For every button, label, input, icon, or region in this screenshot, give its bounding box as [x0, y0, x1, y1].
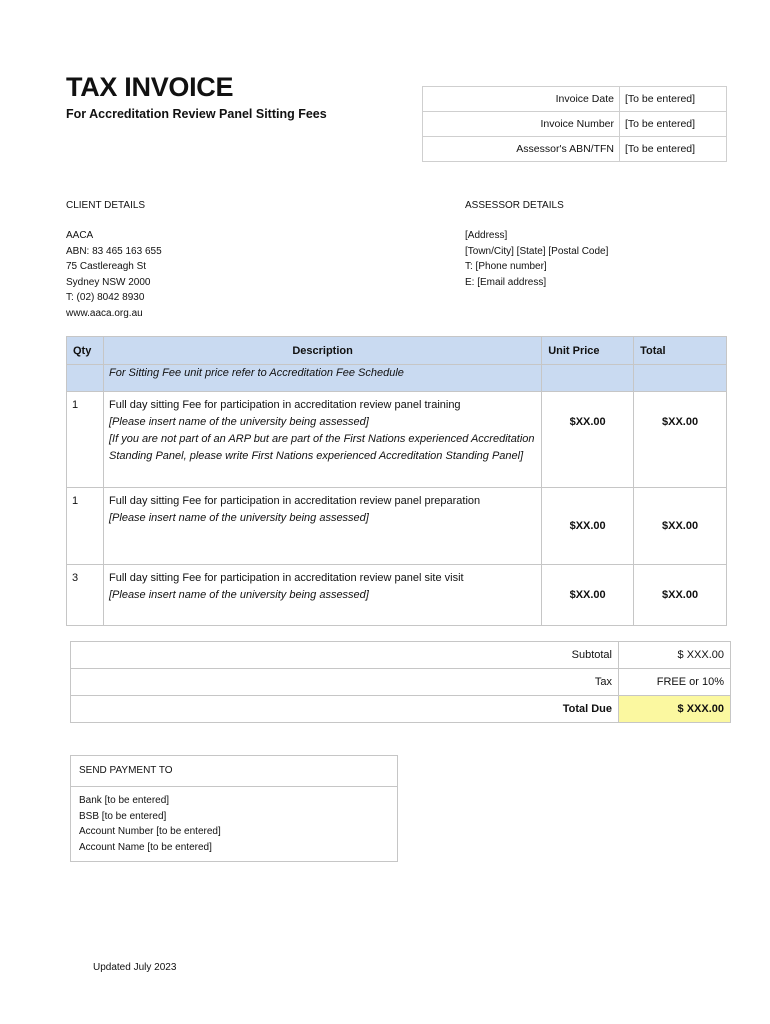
row-qty[interactable]: 1 — [67, 392, 104, 488]
assessor-details-block — [465, 228, 608, 290]
total-due-row — [71, 696, 731, 723]
client-details-heading: CLIENT DETAILS — [66, 200, 146, 211]
row-total[interactable]: $XX.00 — [634, 488, 727, 565]
assessor-address[interactable]: [Address] — [465, 230, 508, 241]
assessor-town[interactable]: [Town/City] [State] [Postal Code] — [465, 245, 609, 257]
client-city: Sydney NSW 2000 — [66, 276, 151, 288]
client-abn: ABN: 83 465 163 655 — [66, 245, 162, 257]
first-nations-note: [If you are not part of an ARP but are part of the First Nations experienced Accreditation Standing Panel, please write First Nations experienced Accreditation Standing Panel] — [108, 433, 535, 462]
total-due-value[interactable]: $ XXX.00 — [619, 696, 731, 723]
invoice-title: TAX INVOICE — [66, 72, 234, 102]
row-qty[interactable]: 1 — [67, 488, 104, 565]
row-unit-price[interactable]: $XX.00 — [542, 565, 634, 626]
tax-label: Tax — [71, 669, 619, 696]
assessor-details-heading: ASSESSOR DETAILS — [465, 200, 564, 211]
line-items-table — [66, 336, 727, 626]
assessor-abn-row — [423, 137, 727, 162]
row-description-text: Full day sitting Fee for participation in accreditation review panel site visit — [108, 572, 464, 584]
assessor-abn-label: Assessor's ABN/TFN — [423, 137, 620, 162]
invoice-number-row — [423, 112, 727, 137]
table-row — [67, 565, 727, 626]
client-street: 75 Castlereagh St — [66, 261, 147, 272]
qty-header: Qty — [67, 337, 104, 365]
account-name-line[interactable]: Account Name [to be entered] — [79, 841, 212, 853]
note-total-cell — [634, 365, 727, 392]
tax-value[interactable]: FREE or 10% — [619, 669, 731, 696]
table-row — [67, 392, 727, 488]
assessor-phone[interactable]: T: [Phone number] — [465, 261, 547, 272]
invoice-number-label: Invoice Number — [423, 112, 620, 137]
bsb-line[interactable]: BSB [to be entered] — [79, 810, 167, 822]
row-description-text: Full day sitting Fee for participation in accreditation review panel training — [108, 399, 461, 411]
assessor-abn-value[interactable]: [To be entered] — [620, 137, 727, 162]
tax-row — [71, 669, 731, 696]
university-placeholder[interactable]: [Please insert name of the university being assessed] — [108, 589, 369, 601]
row-unit-price[interactable]: $XX.00 — [542, 392, 634, 488]
note-qty-cell — [67, 365, 104, 392]
invoice-date-row — [423, 87, 727, 112]
row-description — [103, 565, 541, 626]
table-row — [67, 488, 727, 565]
note-price-cell — [542, 365, 634, 392]
totals-table — [70, 641, 731, 723]
fee-note-row — [67, 365, 727, 392]
subtotal-row — [71, 642, 731, 669]
row-total[interactable]: $XX.00 — [634, 565, 727, 626]
invoice-number-value[interactable]: [To be entered] — [620, 112, 727, 137]
payment-details — [71, 787, 397, 861]
row-total[interactable]: $XX.00 — [634, 392, 727, 488]
total-header: Total — [634, 337, 727, 365]
bank-line[interactable]: Bank [to be entered] — [79, 795, 170, 806]
footer-updated: Updated July 2023 — [93, 962, 177, 973]
assessor-email[interactable]: E: [Email address] — [465, 276, 547, 288]
payment-heading: SEND PAYMENT TO — [71, 756, 397, 787]
total-due-label: Total Due — [71, 696, 619, 723]
payment-box — [70, 755, 398, 862]
client-details-block — [66, 228, 162, 321]
fee-note: For Sitting Fee unit price refer to Accreditation Fee Schedule — [103, 365, 541, 392]
row-description-text: Full day sitting Fee for participation in accreditation review panel preparation — [108, 495, 481, 507]
subtotal-label: Subtotal — [71, 642, 619, 669]
invoice-subtitle: For Accreditation Review Panel Sitting Fees — [66, 107, 327, 121]
unit-price-header: Unit Price — [542, 337, 634, 365]
row-description — [103, 392, 541, 488]
table-header-row — [67, 337, 727, 365]
invoice-date-value[interactable]: [To be entered] — [620, 87, 727, 112]
subtotal-value[interactable]: $ XXX.00 — [619, 642, 731, 669]
row-description — [103, 488, 541, 565]
account-number-line[interactable]: Account Number [to be entered] — [79, 826, 221, 837]
invoice-date-label: Invoice Date — [423, 87, 620, 112]
row-unit-price[interactable]: $XX.00 — [542, 488, 634, 565]
university-placeholder[interactable]: [Please insert name of the university being assessed] — [108, 512, 369, 524]
client-phone: T: (02) 8042 8930 — [66, 292, 145, 303]
client-website: www.aaca.org.au — [66, 307, 143, 319]
invoice-meta-table — [422, 86, 727, 162]
description-header: Description — [103, 337, 541, 365]
client-name: AACA — [66, 230, 94, 241]
university-placeholder[interactable]: [Please insert name of the university being assessed] — [108, 416, 369, 428]
row-qty[interactable]: 3 — [67, 565, 104, 626]
